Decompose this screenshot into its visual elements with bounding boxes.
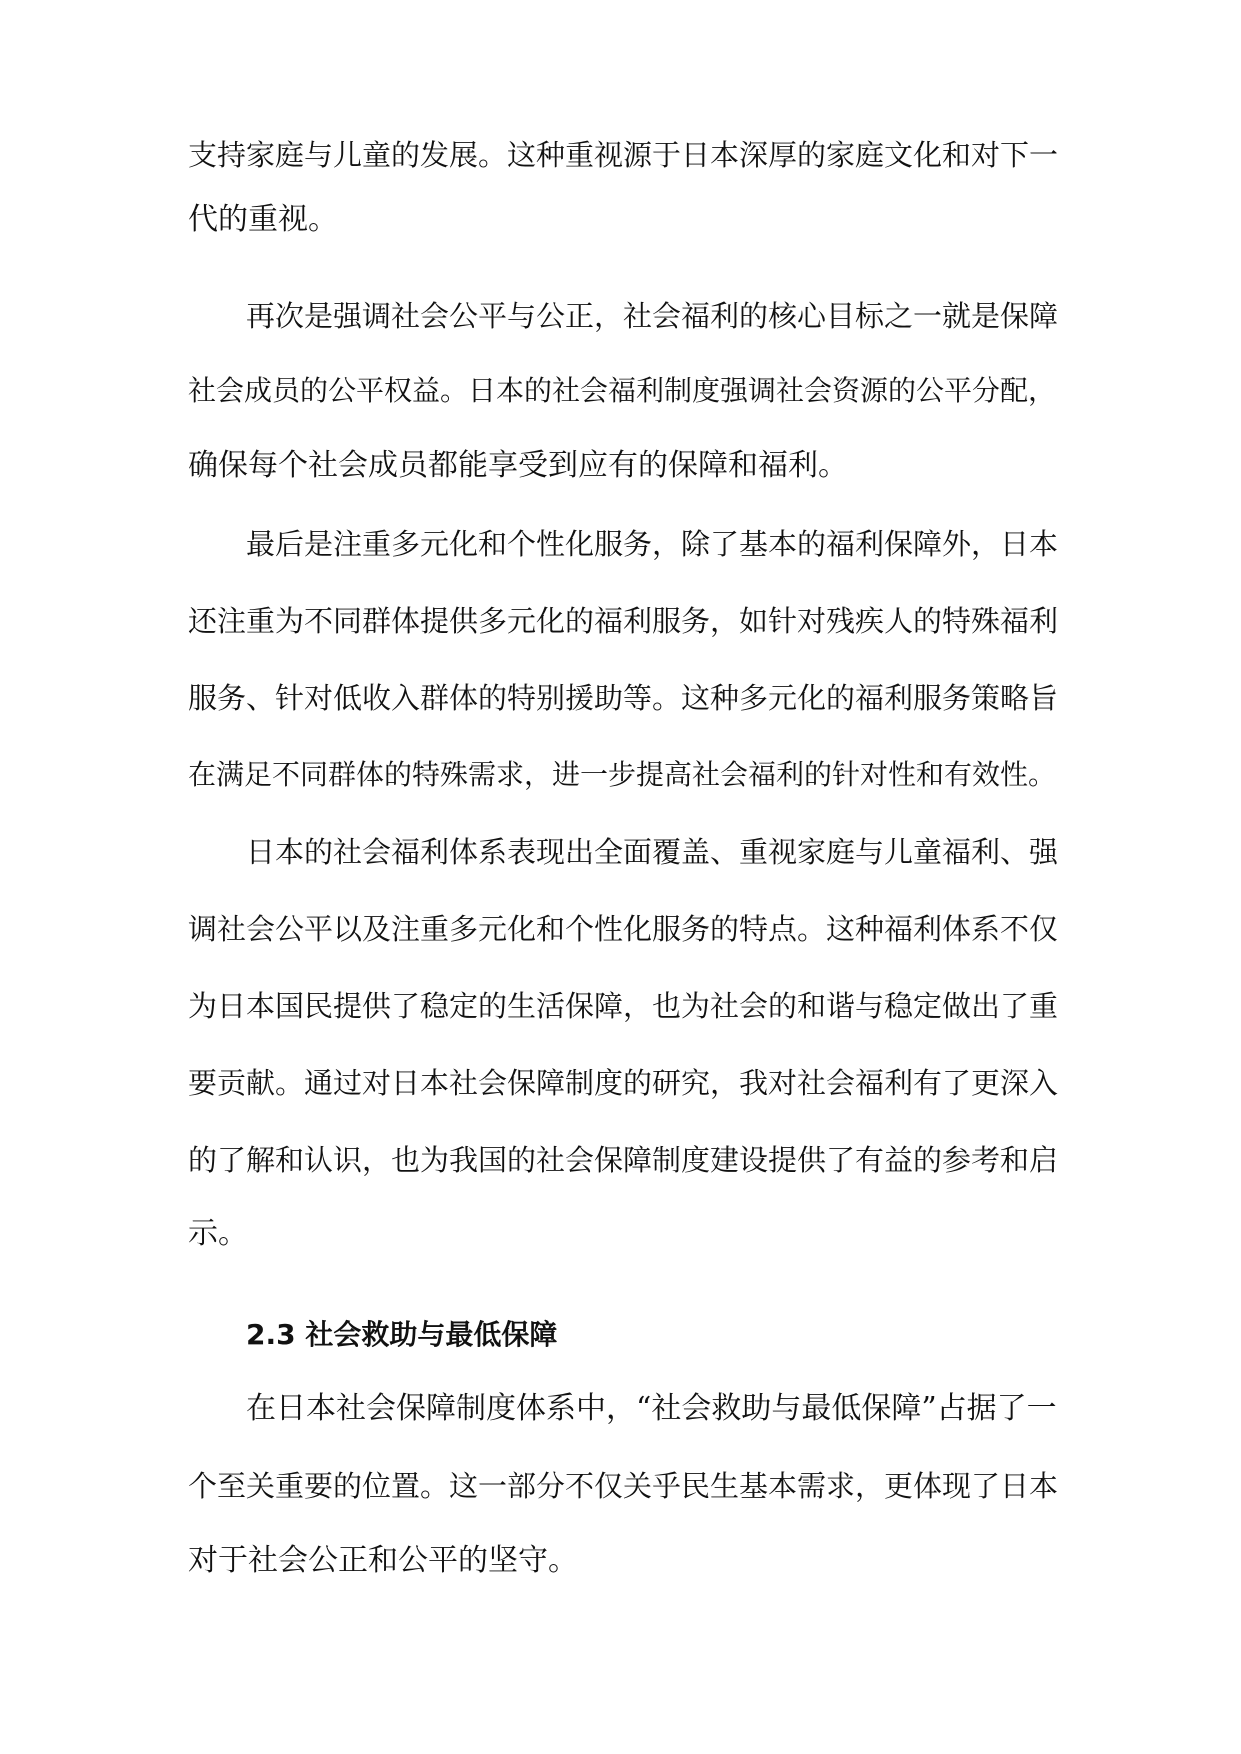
text-line: 代的重视。 [188, 202, 338, 237]
text-line: 支持家庭与儿童的发展。这种重视源于日本深厚的家庭文化和对下一 [188, 138, 1059, 172]
text-line: 示。 [188, 1216, 248, 1251]
text-line: 调社会公平以及注重多元化和个性化服务的特点。这种福利体系不仅 [188, 912, 1059, 946]
paragraph-first-line: 再次是强调社会公平与公正，社会福利的核心目标之一就是保障 [246, 299, 1059, 333]
text-line: 对于社会公正和公平的坚守。 [188, 1543, 578, 1578]
text-line: 社会成员的公平权益。日本的社会福利制度强调社会资源的公平分配， [188, 374, 1057, 407]
paragraph-first-line: 日本的社会福利体系表现出全面覆盖、重视家庭与儿童福利、强 [246, 835, 1059, 869]
paragraph-first-line: 在日本社会保障制度体系中，“社会救助与最低保障”占据了一 [246, 1391, 1057, 1426]
text-line: 确保每个社会成员都能享受到应有的保障和福利。 [188, 448, 848, 483]
text-line: 服务、针对低收入群体的特别援助等。这种多元化的福利服务策略旨 [188, 681, 1059, 715]
text-line: 为日本国民提供了稳定的生活保障，也为社会的和谐与稳定做出了重 [188, 989, 1059, 1023]
section-heading: 2.3 社会救助与最低保障 [246, 1318, 558, 1351]
paragraph-first-line: 最后是注重多元化和个性化服务，除了基本的福利保障外，日本 [246, 527, 1059, 561]
text-line: 要贡献。通过对日本社会保障制度的研究，我对社会福利有了更深入 [188, 1066, 1059, 1100]
text-line: 在满足不同群体的特殊需求，进一步提高社会福利的针对性和有效性。 [188, 758, 1057, 791]
text-line: 还注重为不同群体提供多元化的福利服务，如针对残疾人的特殊福利 [188, 604, 1059, 638]
text-line: 个至关重要的位置。这一部分不仅关乎民生基本需求，更体现了日本 [188, 1469, 1059, 1503]
text-line: 的了解和认识，也为我国的社会保障制度建设提供了有益的参考和启 [188, 1143, 1059, 1177]
